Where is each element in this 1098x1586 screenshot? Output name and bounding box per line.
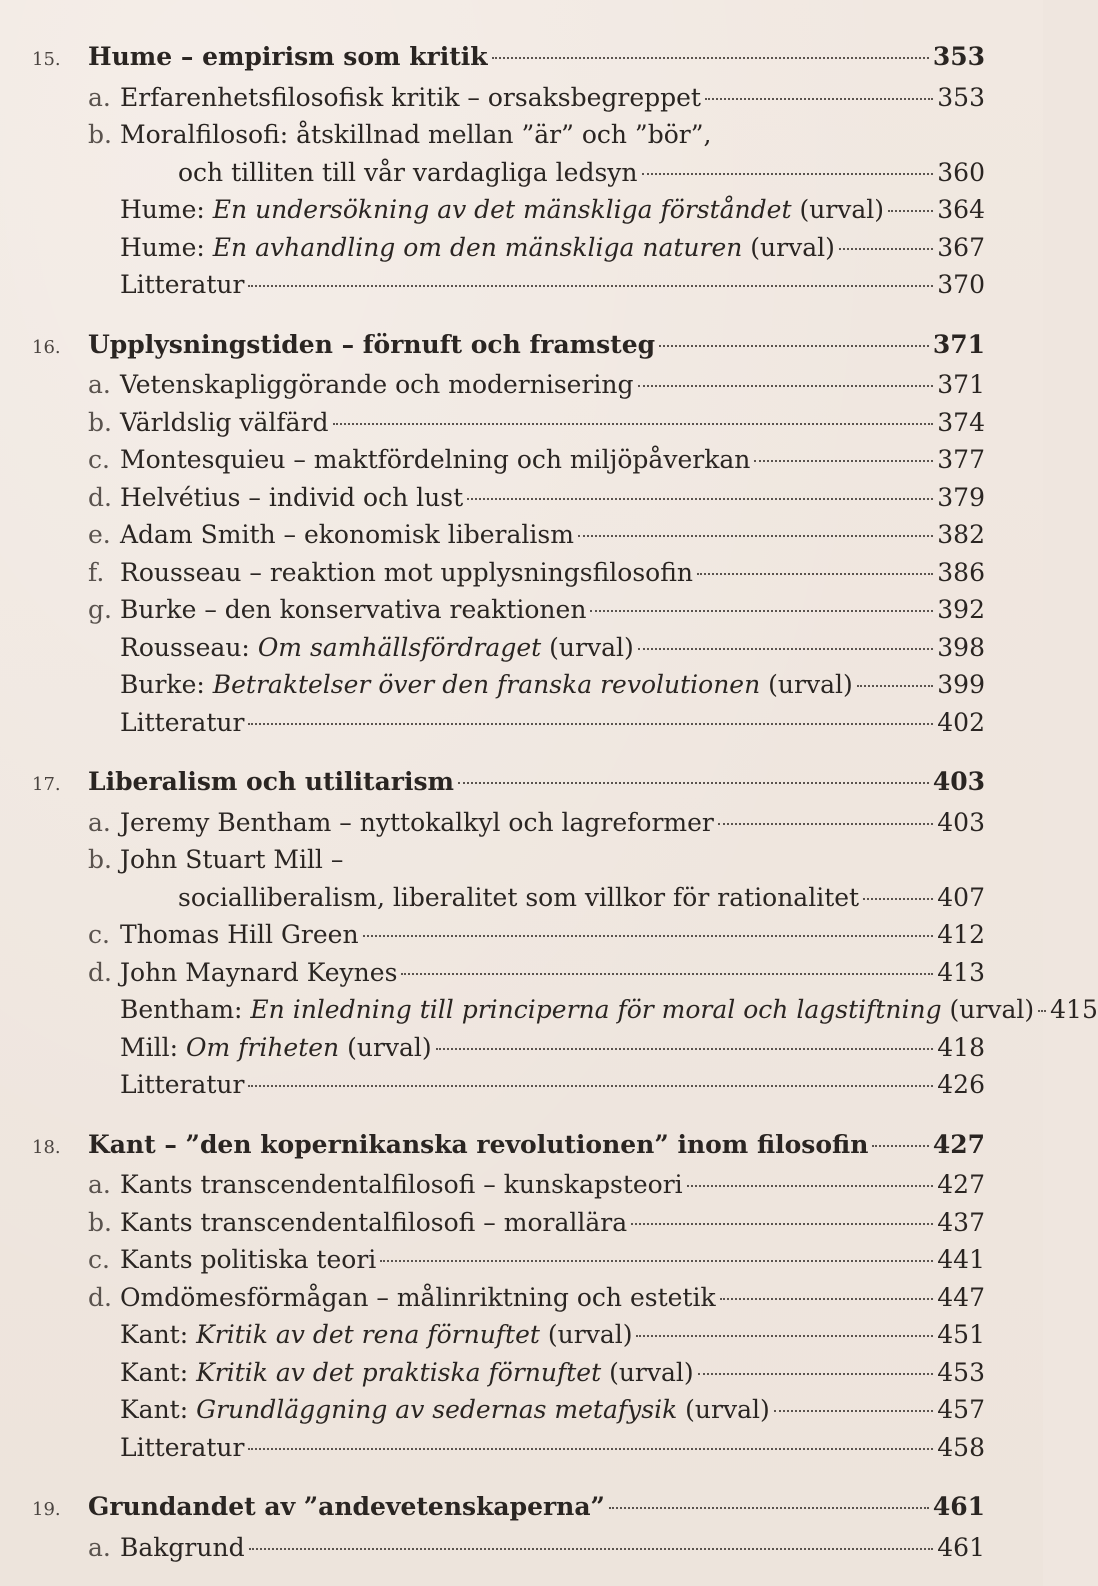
toc-entry — [32, 1066, 985, 1104]
dot-leader — [659, 345, 929, 347]
entry-page-number: 413 — [937, 957, 985, 987]
entry-text: Montesquieu – maktfördelning och miljöpåverkan — [120, 445, 751, 474]
entry-text: Bentham: — [120, 995, 251, 1024]
entry-title — [120, 116, 711, 154]
entry-page-number: 412 — [937, 920, 985, 949]
toc-entry — [32, 191, 985, 229]
chapter-heading — [32, 1126, 985, 1167]
entry-page-number: 382 — [937, 520, 985, 549]
entry-text: Litteratur — [120, 707, 245, 737]
toc-entry — [32, 1429, 985, 1467]
dot-leader — [705, 98, 933, 100]
toc-chapter — [32, 38, 985, 304]
chapter-title: Hume – empirism som kritik — [88, 42, 488, 71]
toc-entry — [32, 1166, 985, 1204]
chapter-number: 15. — [32, 49, 61, 70]
dot-leader — [363, 935, 934, 937]
entry-label: a. — [88, 1170, 111, 1199]
entry-label: g. — [88, 595, 112, 624]
toc-entry — [32, 591, 985, 629]
entry-label: a. — [88, 370, 111, 399]
dot-leader — [248, 1448, 933, 1450]
entry-text: Kant: — [120, 1357, 197, 1387]
dot-leader — [774, 1410, 934, 1412]
chapter-heading — [32, 763, 985, 804]
chapter-title: Upplysningstiden – förnuft och framsteg — [88, 329, 656, 359]
entry-title — [120, 1354, 694, 1392]
entry-text: (urval) — [791, 195, 885, 224]
toc-entry — [32, 479, 985, 517]
dot-leader — [380, 1260, 933, 1262]
entry-page-number: 364 — [937, 195, 985, 224]
entry-page-number: 379 — [937, 482, 985, 512]
entry-text: Världslig välfärd — [120, 407, 329, 437]
toc-entry — [32, 266, 985, 304]
entry-title — [120, 841, 343, 879]
dot-leader — [638, 648, 934, 650]
entry-page-number: 403 — [937, 807, 985, 837]
entry-text: Thomas Hill Green — [120, 920, 359, 949]
entry-text: (urval) — [539, 1320, 633, 1349]
entry-page-number: 367 — [937, 232, 985, 262]
entry-label: b. — [88, 407, 112, 437]
dot-leader — [754, 460, 933, 462]
entry-page-number: 415 — [1050, 995, 1098, 1024]
dot-leader — [687, 1185, 934, 1187]
entry-text: (urval) — [541, 632, 634, 662]
chapter-title: Grundandet av ”andevetenskaperna” — [88, 1492, 605, 1521]
entry-title — [120, 229, 835, 267]
toc-entry — [32, 841, 985, 879]
entry-label: a. — [88, 1532, 111, 1562]
entry-text: Helvétius – individ och lust — [120, 482, 464, 512]
entry-text: (urval) — [941, 995, 1035, 1024]
entry-work-title: Om friheten — [185, 1032, 340, 1062]
entry-page-number: 377 — [937, 445, 985, 474]
toc-entry — [32, 804, 985, 842]
toc-entry — [32, 1204, 985, 1242]
entry-work-title: Om samhällsfördraget — [257, 632, 542, 662]
entry-title — [120, 516, 574, 554]
entry-work-title: Grundläggning av sedernas metafysik — [196, 1395, 678, 1424]
chapter-number: 18. — [32, 1136, 61, 1158]
dot-leader — [698, 1373, 934, 1375]
dot-leader — [636, 1335, 933, 1337]
entry-text: Adam Smith – ekonomisk liberalism — [120, 520, 574, 549]
entry-label: b. — [88, 1207, 112, 1237]
entry-title — [120, 1029, 432, 1067]
toc-entry — [32, 954, 985, 992]
entry-title — [120, 1316, 632, 1354]
toc-entry — [32, 629, 985, 667]
entry-text: (urval) — [760, 670, 853, 699]
dot-leader — [1038, 1010, 1046, 1012]
dot-leader — [248, 1085, 933, 1087]
dot-leader — [697, 573, 933, 575]
entry-work-title: En undersökning av det mänskliga förståndet — [212, 195, 792, 224]
entry-title — [120, 366, 634, 404]
entry-page-number: 457 — [937, 1395, 985, 1424]
entry-text: socialliberalism, liberalitet som villkor för rationalitet — [178, 882, 860, 912]
toc-entry — [32, 704, 985, 742]
entry-label: c. — [88, 445, 110, 474]
toc-entry — [32, 666, 985, 704]
dot-leader — [249, 1548, 934, 1550]
entry-text: Rousseau – reaktion mot upplysningsfilosofin — [120, 557, 693, 587]
entry-label: a. — [88, 807, 111, 837]
entry-title — [120, 1279, 716, 1317]
toc-entry — [32, 1241, 985, 1279]
entry-text: Hume: — [120, 232, 213, 262]
toc-entry — [32, 516, 985, 554]
toc-entry — [32, 116, 985, 154]
chapter-heading — [32, 1488, 985, 1529]
entry-title — [120, 404, 329, 442]
entry-page-number: 407 — [937, 882, 985, 912]
entry-text: Moralfilosofi: åtskillnad mellan ”är” och ”bör”, — [120, 120, 712, 149]
entry-text: Burke – den konservativa reaktionen — [120, 595, 587, 624]
entry-title — [120, 804, 714, 842]
entry-text: Kants transcendentalfilosofi – morallära — [120, 1207, 628, 1237]
entry-title — [120, 79, 701, 117]
entry-page-number: 426 — [937, 1070, 985, 1099]
toc-chapter — [32, 763, 1098, 1104]
dot-leader — [718, 823, 933, 825]
entry-title — [120, 554, 693, 592]
entry-page-number: 386 — [937, 557, 985, 587]
entry-page-number: 371 — [937, 370, 985, 399]
chapter-page-number: 371 — [932, 329, 985, 359]
entry-page-number: 458 — [937, 1432, 985, 1462]
dot-leader — [458, 782, 929, 784]
entry-text: (urval) — [601, 1357, 694, 1387]
chapter-page-number: 427 — [932, 1129, 985, 1159]
entry-text: Hume: — [120, 195, 213, 224]
entry-title — [120, 1529, 245, 1567]
entry-text: Kants transcendentalfilosofi – kunskapsteori — [120, 1170, 683, 1199]
entry-page-number: 427 — [937, 1170, 985, 1199]
entry-work-title: Kritik av det rena förnuftet — [196, 1320, 540, 1349]
toc-entry — [32, 1354, 985, 1392]
toc-entry — [32, 916, 985, 954]
entry-page-number: 374 — [937, 407, 985, 437]
chapter-title: Liberalism och utilitarism — [88, 767, 454, 796]
entry-title — [120, 666, 853, 704]
toc-entry — [32, 1279, 985, 1317]
entry-text: (urval) — [677, 1395, 770, 1424]
entry-title — [120, 629, 634, 667]
entry-page-number: 370 — [937, 270, 985, 299]
entry-title — [120, 1204, 627, 1242]
chapter-heading — [32, 38, 985, 79]
entry-text: Kant: — [120, 1320, 197, 1349]
entry-text: Erfarenhetsfilosofisk kritik – orsaksbegreppet — [120, 82, 701, 112]
toc-entry — [32, 154, 985, 192]
entry-work-title: En avhandling om den mänskliga naturen — [212, 232, 743, 262]
dot-leader — [720, 1298, 934, 1300]
entry-page-number: 402 — [937, 707, 985, 737]
toc-chapter — [32, 326, 985, 742]
entry-text: Omdömesförmågan – målinriktning och estetik — [120, 1282, 716, 1312]
dot-leader — [590, 610, 933, 612]
chapter-number: 19. — [32, 1499, 61, 1520]
entry-title — [120, 916, 359, 954]
entry-page-number: 437 — [937, 1207, 985, 1237]
chapter-page-number: 461 — [932, 1492, 985, 1521]
entry-label: d. — [88, 482, 112, 512]
entry-page-number: 418 — [937, 1032, 985, 1062]
entry-label: d. — [88, 1282, 112, 1312]
entry-text: Litteratur — [120, 1432, 245, 1462]
entry-page-number: 360 — [937, 157, 985, 187]
entry-text: (urval) — [339, 1032, 432, 1062]
entry-title — [120, 1429, 244, 1467]
entry-title — [120, 266, 244, 304]
entry-title — [120, 1066, 244, 1104]
entry-title — [120, 704, 244, 742]
entry-title — [120, 954, 397, 992]
entry-title — [120, 1241, 376, 1279]
entry-text: Kant: — [120, 1395, 197, 1424]
entry-work-title: En inledning till principerna för moral och lagstiftning — [250, 995, 942, 1024]
toc-entry — [32, 554, 985, 592]
dot-leader — [872, 1145, 928, 1147]
dot-leader — [638, 385, 934, 387]
entry-text: Rousseau: — [120, 632, 258, 662]
entry-text: Vetenskapliggörande och modernisering — [120, 370, 634, 399]
entry-label: e. — [88, 520, 111, 549]
entry-page-number: 447 — [937, 1282, 985, 1312]
entry-label: b. — [88, 120, 112, 149]
toc-entry — [32, 991, 1098, 1029]
dot-leader — [248, 285, 933, 287]
chapter-number: 16. — [32, 336, 61, 358]
entry-text: Jeremy Bentham – nyttokalkyl och lagreformer — [120, 807, 714, 837]
entry-text: (urval) — [742, 232, 835, 262]
entry-label: b. — [88, 845, 112, 874]
dot-leader — [333, 423, 934, 425]
entry-page-number: 451 — [937, 1320, 985, 1349]
chapter-page-number: 403 — [932, 767, 985, 796]
entry-text: Litteratur — [120, 1070, 245, 1099]
entry-title — [120, 191, 884, 229]
toc-entry — [32, 404, 985, 442]
entry-label: d. — [88, 957, 112, 987]
entry-page-number: 392 — [937, 595, 985, 624]
entry-title — [178, 879, 859, 917]
dot-leader — [436, 1048, 934, 1050]
entry-label: c. — [88, 1245, 110, 1274]
toc-chapter — [32, 1488, 985, 1566]
dot-leader — [401, 973, 933, 975]
entry-text: Bakgrund — [120, 1532, 245, 1562]
dot-leader — [888, 210, 933, 212]
entry-text: Kants politiska teori — [120, 1245, 377, 1274]
dot-leader — [248, 723, 933, 725]
dot-leader — [631, 1223, 933, 1225]
table-of-contents — [32, 38, 1098, 1566]
toc-entry — [32, 1316, 985, 1354]
entry-title — [120, 479, 463, 517]
entry-page-number: 461 — [937, 1532, 985, 1562]
toc-entry — [32, 79, 985, 117]
toc-entry — [32, 879, 985, 917]
toc-chapter — [32, 1126, 985, 1467]
entry-title — [120, 441, 750, 479]
entry-title — [120, 1391, 770, 1429]
dot-leader — [492, 57, 929, 59]
toc-entry — [32, 366, 985, 404]
entry-text: och tilliten till vår vardagliga ledsyn — [178, 157, 638, 187]
entry-page-number: 399 — [937, 670, 985, 699]
entry-title — [120, 1166, 683, 1204]
entry-title — [120, 591, 586, 629]
dot-leader — [578, 535, 933, 537]
entry-page-number: 398 — [937, 632, 985, 662]
entry-title — [178, 154, 638, 192]
dot-leader — [642, 173, 934, 175]
dot-leader — [857, 685, 934, 687]
entry-text: John Maynard Keynes — [120, 957, 398, 987]
entry-page-number: 453 — [937, 1357, 985, 1387]
dot-leader — [839, 248, 933, 250]
entry-text: Mill: — [120, 1032, 186, 1062]
toc-entry — [32, 1029, 985, 1067]
chapter-page-number: 353 — [932, 42, 985, 71]
entry-label: f. — [88, 557, 105, 587]
entry-page-number: 441 — [937, 1245, 985, 1274]
entry-title — [120, 991, 1034, 1029]
dot-leader — [609, 1507, 929, 1509]
toc-entry — [32, 441, 985, 479]
entry-text: Burke: — [120, 670, 213, 699]
chapter-number: 17. — [32, 774, 61, 795]
entry-text: Litteratur — [120, 270, 245, 299]
entry-work-title: Betraktelser över den franska revolutionen — [212, 670, 761, 699]
entry-work-title: Kritik av det praktiska förnuftet — [196, 1357, 602, 1387]
chapter-title: Kant – ”den kopernikanska revolutionen” inom filosofin — [88, 1129, 869, 1159]
entry-label: c. — [88, 920, 110, 949]
chapter-heading — [32, 326, 985, 367]
entry-page-number: 353 — [937, 82, 985, 112]
toc-entry — [32, 229, 985, 267]
toc-entry — [32, 1529, 985, 1567]
dot-leader — [863, 898, 933, 900]
entry-text: John Stuart Mill – — [120, 845, 344, 874]
toc-entry — [32, 1391, 985, 1429]
dot-leader — [467, 498, 933, 500]
entry-label: a. — [88, 82, 111, 112]
